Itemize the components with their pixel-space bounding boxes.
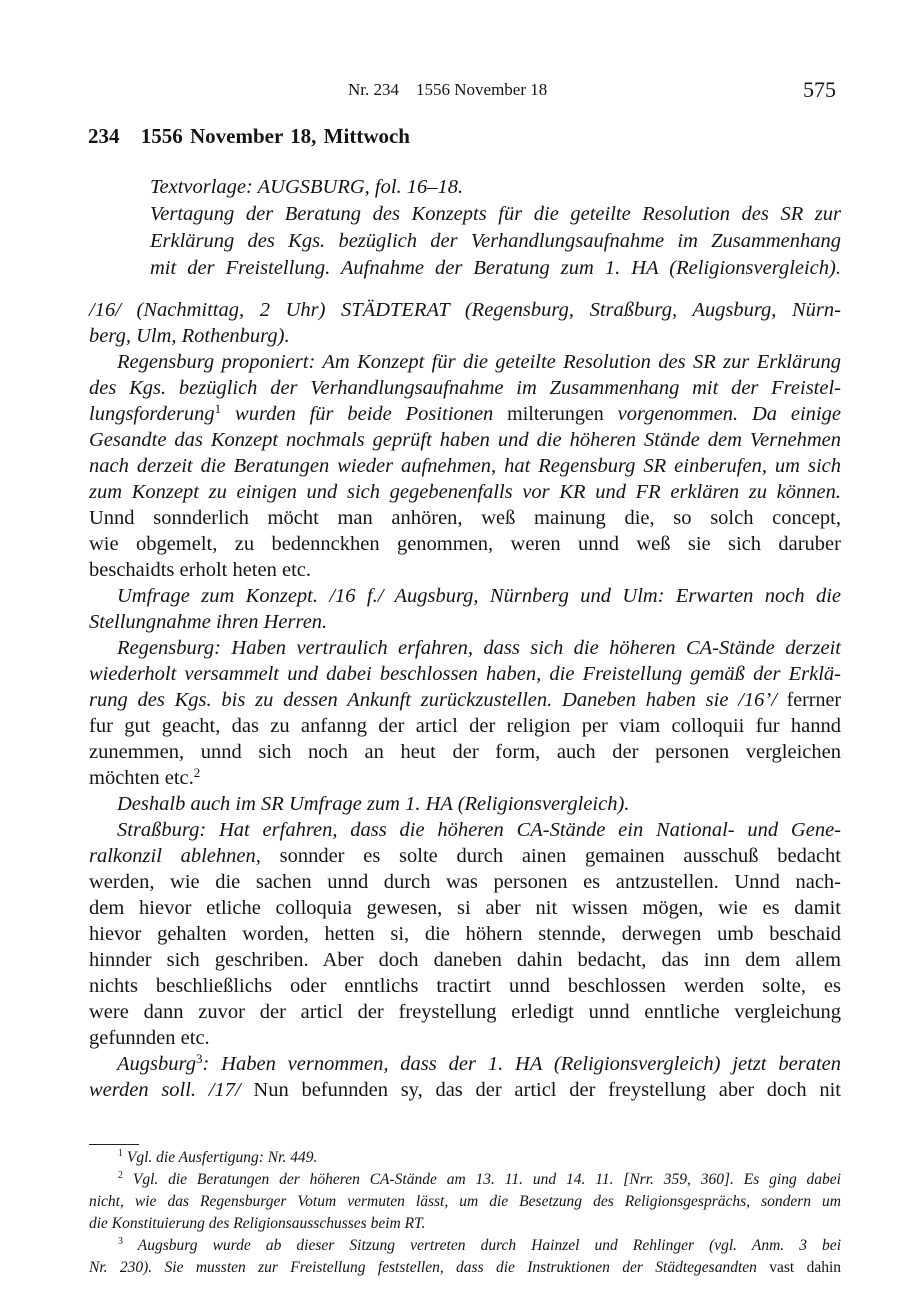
text-line: Deshalb auch im SR Umfrage zum 1. HA (Religionsvergleich). xyxy=(117,793,630,815)
text-line: Stellungnahme ihren Herren. xyxy=(89,611,328,633)
text-line: dem hievor etliche colloquia gewesen, si aber nit wissen mögen, wie es damit xyxy=(89,897,841,919)
text-line: Unnd sonnderlich möcht man anhören, weß mainung die, so solch concept, xyxy=(89,507,841,529)
text-line: fur gut geacht, das zu anfanng der articl der religion per viam colloquii fur hannd xyxy=(89,715,841,737)
text-line: were dann zuvor der articl der freystellung erledigt unnd enntliche vergleichung xyxy=(89,1001,841,1023)
regest-line: Erklärung des Kgs. bezüglich der Verhandlungsaufnahme im Zusammenhang xyxy=(150,230,841,252)
text-line: hinnder sich geschriben. Aber doch daneben dahin bedacht, das inn dem allem xyxy=(89,949,841,971)
text-line: werden, wie die sachen unnd durch was personen es antzustellen. Unnd nach- xyxy=(89,871,841,893)
quoted-source-text: , sonnder es solte durch ainen gemainen ausschuß bedacht xyxy=(255,845,841,867)
quoted-source-text: ferrner xyxy=(776,689,841,711)
text-line: beschaidts erholt heten etc. xyxy=(89,559,311,581)
footnote-1 xyxy=(118,1147,841,1169)
footnote-ref-2[interactable]: 2 xyxy=(193,765,201,780)
text-line: wiederholt versammelt und dabei beschlossen haben, die Freistellung gemäß der Erklä- xyxy=(89,663,841,685)
text-line: zunemmen, unnd sich noch an heut der form, auch der personen vergleichen xyxy=(89,741,841,763)
regest-line: mit der Freistellung. Aufnahme der Beratung zum 1. HA (Religionsvergleich). xyxy=(150,257,841,279)
quoted-source-text: milterungen xyxy=(507,403,604,425)
quoted-source-text: vast dahin xyxy=(756,1259,842,1276)
footnote-2 xyxy=(118,1169,841,1191)
text-span: ralkonzil ablehnen xyxy=(89,845,256,867)
text-line: gefunnden etc. xyxy=(89,1027,210,1049)
text-span: möchten etc. xyxy=(89,767,194,789)
text-span: werden soll. /17/ xyxy=(89,1079,241,1101)
text-line: /16/ (Nachmittag, 2 Uhr) STÄDTERAT (Regensburg, Straßburg, Augsburg, Nürn- xyxy=(89,299,841,321)
text-line xyxy=(89,401,841,427)
document-date: 1556 November 18, Mittwoch xyxy=(140,124,410,148)
running-head xyxy=(0,77,900,104)
footnote-text: Nr. 230). Sie mussten zur Freistellung feststellen, dass die Instruktionen der Städtegesandten xyxy=(89,1259,757,1276)
footnote-text: Augsburg wurde ab dieser Sitzung vertreten durch Hainzel und Rehlinger (vgl. Anm. 3 bei xyxy=(123,1237,841,1254)
footnote-number: 2 xyxy=(118,1170,123,1181)
document-number: 234 xyxy=(88,124,120,148)
text-line: des Kgs. bezüglich der Verhandlungsaufnahme im Zusammenhang mit der Freistel- xyxy=(89,377,841,399)
footnote-ref-3[interactable]: 3 xyxy=(195,1051,203,1066)
text-line: nach derzeit die Beratungen wieder aufnehmen, hat Regensburg SR einberufen, um sich xyxy=(89,455,841,477)
text-line xyxy=(117,1051,841,1077)
text-span: rung des Kgs. bis zu dessen Ankunft zurückzustellen. Daneben haben sie /16’/ xyxy=(89,689,777,711)
text-span: wurden für beide Positionen xyxy=(221,403,508,425)
text-line: nichts beschließlichs oder enntlichs tractirt unnd beschlossen werden solte, es xyxy=(89,975,841,997)
text-line: Regensburg: Haben vertraulich erfahren, dass sich die höheren CA-Stände derzeit xyxy=(117,637,841,659)
footnote-text: Vgl. die Ausfertigung: Nr. 449. xyxy=(123,1149,318,1166)
text-line: zum Konzept zu einigen und sich gegebenenfalls vor KR und FR erklären zu können. xyxy=(89,481,841,503)
footnote-number: 3 xyxy=(118,1236,123,1247)
footnote-text: Vgl. die Beratungen der höheren CA-Stände am 13. 11. und 14. 11. [Nrr. 359, 360]. Es ging dabei xyxy=(123,1171,841,1188)
text-line xyxy=(89,1077,841,1103)
text-span: lungsforderung xyxy=(89,403,215,425)
text-line: Umfrage zum Konzept. /16 f./ Augsburg, Nürnberg und Ulm: Erwarten noch die xyxy=(117,585,841,607)
running-head-title: Nr. 234 1556 November 18 xyxy=(348,80,548,99)
text-line: berg, Ulm, Rothenburg). xyxy=(89,325,290,347)
quoted-source-text: Nun befunnden sy, das der articl der freystellung aber doch nit xyxy=(240,1079,841,1101)
footnote-3-cont xyxy=(89,1257,841,1279)
page-number: 575 xyxy=(803,77,836,102)
footnote-number: 1 xyxy=(118,1148,123,1159)
text-span: Augsburg xyxy=(117,1053,196,1075)
text-line: Regensburg proponiert: Am Konzept für die geteilte Resolution des SR zur Erklärung xyxy=(117,351,841,373)
text-line: Gesandte das Konzept nochmals geprüft haben und die höheren Stände dem Vernehmen xyxy=(89,429,841,451)
footnote-separator xyxy=(89,1144,139,1145)
footnote-3 xyxy=(118,1235,841,1257)
text-line: Straßburg: Hat erfahren, dass die höheren CA-Stände ein National- und Gene- xyxy=(117,819,841,841)
footnote-2-cont: die Konstituierung des Religionsausschusses beim RT. xyxy=(89,1215,426,1232)
regest-line: Vertagung der Beratung des Konzepts für die geteilte Resolution des SR zur xyxy=(150,203,841,225)
text-line xyxy=(89,687,841,713)
footnote-ref-1[interactable]: 1 xyxy=(214,401,222,416)
text-line: hievor gehalten worden, hetten si, die höhern stennde, derwegen umb beschaid xyxy=(89,923,841,945)
text-line xyxy=(89,843,841,869)
text-span: vorgenommen. Da einige xyxy=(603,403,841,425)
text-line: wie obgemelt, zu bedennckhen genommen, weren unnd weß sie sich daruber xyxy=(89,533,841,555)
document-heading xyxy=(88,124,410,149)
source-note: Textvorlage: AUGSBURG, fol. 16–18. xyxy=(150,176,464,198)
text-line xyxy=(89,765,841,791)
text-span: : Haben vernommen, dass der 1. HA (Religionsvergleich) jetzt beraten xyxy=(202,1053,841,1075)
footnote-2-cont: nicht, wie das Regensburger Votum vermuten lässt, um die Besetzung des Religionsgesprächs, sondern um xyxy=(89,1193,841,1210)
